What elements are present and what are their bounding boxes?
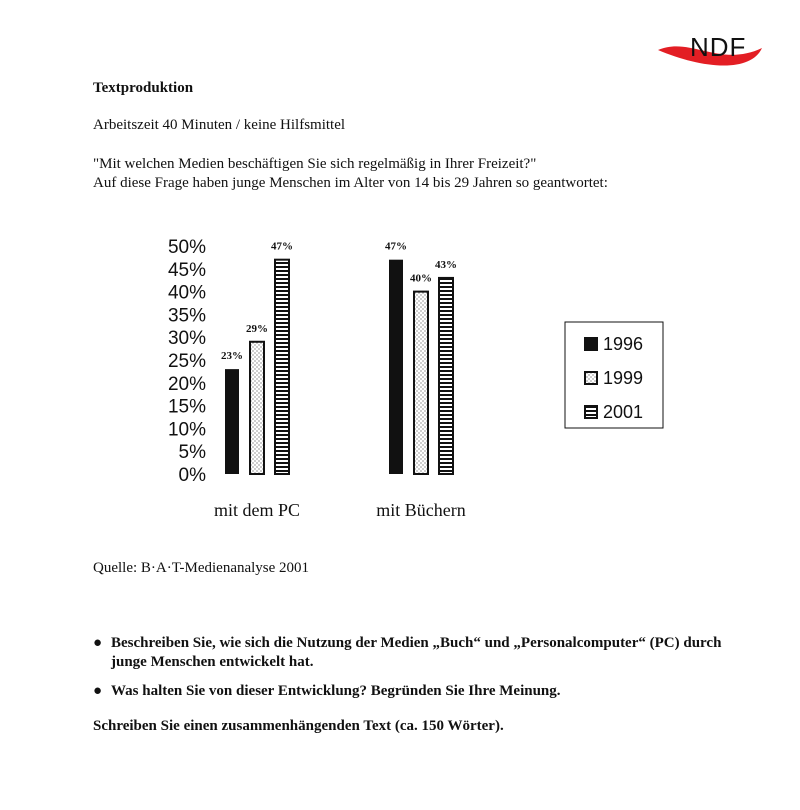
category-labels: [214, 500, 466, 520]
bullet-icon: ●: [93, 635, 103, 651]
legend-swatch: [585, 406, 597, 418]
data-label: 43%: [435, 258, 457, 271]
bar-chart: [0, 230, 800, 530]
y-tick-label: 25%: [167, 351, 206, 372]
data-label: 47%: [385, 240, 407, 253]
intro-text: Auf diese Frage haben junge Menschen im Alter von 14 bis 29 Jahren so geantwortet:: [93, 175, 608, 191]
y-tick-label: 40%: [167, 282, 206, 304]
data-label: 47%: [271, 240, 293, 253]
ndf-logo: [650, 28, 770, 78]
task-item: [93, 682, 753, 701]
task-list: [93, 634, 753, 711]
bar: [389, 260, 403, 474]
legend-label: 1996: [603, 334, 644, 354]
bar: [414, 292, 428, 474]
y-tick-label: 35%: [167, 305, 206, 327]
data-label: 40%: [410, 272, 432, 285]
bar: [225, 369, 239, 474]
y-tick-label: 50%: [167, 237, 206, 258]
legend: [565, 322, 663, 428]
y-tick-label: 5%: [178, 442, 206, 464]
y-tick-label: 45%: [167, 259, 206, 281]
y-tick-label: 10%: [167, 419, 206, 441]
legend-swatch: [585, 372, 597, 384]
y-tick-label: 15%: [167, 396, 206, 418]
bars: [225, 260, 453, 474]
bar: [275, 260, 289, 474]
page-title: Textproduktion: [93, 80, 194, 96]
time-info: Arbeitszeit 40 Minuten / keine Hilfsmittel: [93, 117, 346, 133]
source-note: Quelle: B·A·T-Medienanalyse 2001: [93, 560, 310, 576]
legend-label: 2001: [603, 402, 644, 422]
y-tick-label: 20%: [167, 373, 206, 395]
bullet-icon: ●: [93, 683, 103, 699]
legend-label: 1999: [603, 368, 644, 388]
bar: [250, 342, 264, 474]
bar: [439, 278, 453, 474]
y-tick-label: 30%: [167, 328, 206, 350]
closing-instruction: Schreiben Sie einen zusammenhängenden Text (ca. 150 Wörter).: [93, 718, 504, 734]
task-text: Was halten Sie von dieser Entwicklung? Begründen Sie Ihre Meinung.: [111, 683, 561, 699]
y-axis: [168, 237, 206, 486]
y-tick-label: 0%: [178, 465, 206, 486]
data-label: 23%: [221, 350, 243, 363]
logo-text: NDF: [690, 32, 747, 62]
legend-swatch: [585, 338, 597, 350]
task-text: Beschreiben Sie, wie sich die Nutzung der Medien „Buch“ und „Personalcomputer“ (PC) durch junge Menschen entwickelt hat.: [111, 635, 722, 670]
x-category-label: mit Büchern: [376, 500, 466, 520]
x-category-label: mit dem PC: [213, 500, 301, 520]
task-item: [93, 634, 753, 672]
data-label: 29%: [246, 322, 268, 335]
question-text: "Mit welchen Medien beschäftigen Sie sich regelmäßig in Ihrer Freizeit?": [93, 156, 537, 172]
